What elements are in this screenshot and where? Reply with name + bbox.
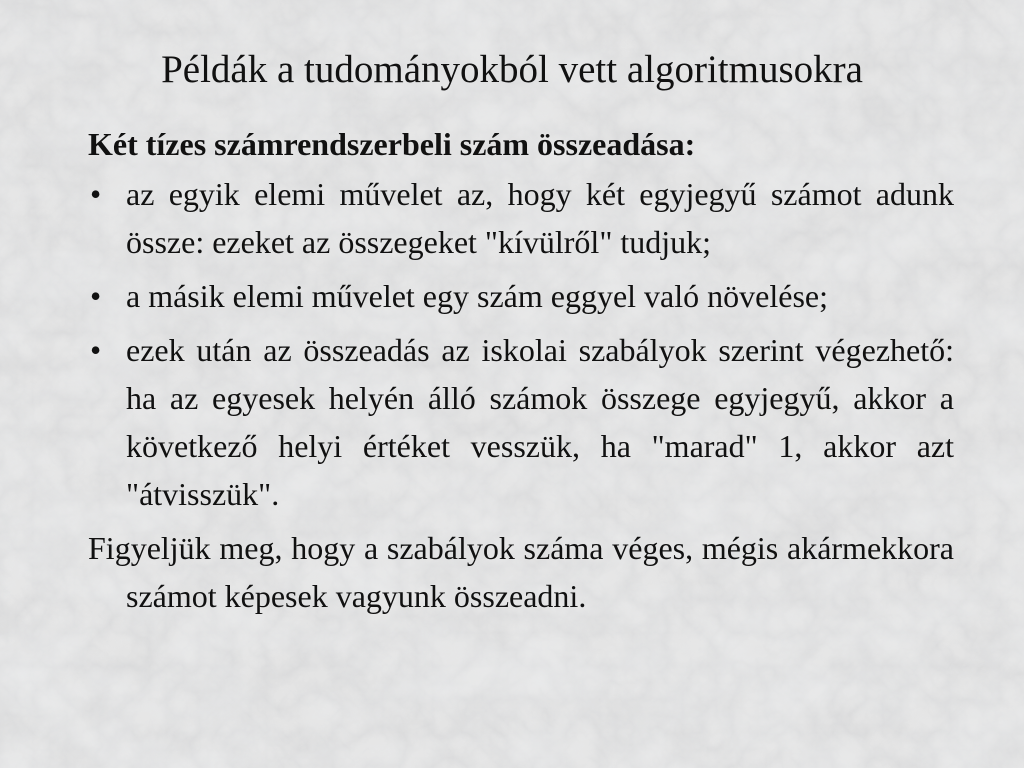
slide-content — [88, 124, 954, 620]
bullet-icon: • — [90, 176, 102, 212]
bullet-list — [88, 170, 954, 518]
bullet-icon: • — [90, 332, 102, 368]
bullet-text: az egyik elemi művelet az, hogy két egyjegyű számot adunk össze: ezeket az összegeket "kívülről" tudjuk; — [126, 176, 954, 260]
bullet-item — [88, 170, 954, 266]
bullet-item — [88, 326, 954, 518]
closing-paragraph: Figyeljük meg, hogy a szabályok száma véges, mégis akármekkora számot képesek vagyunk összeadni. — [88, 530, 954, 614]
slide-subtitle: Két tízes számrendszerbeli szám összeadása: — [88, 126, 696, 162]
slide-title: Példák a tudományokból vett algoritmusokra — [161, 48, 863, 91]
bullet-item — [88, 272, 954, 320]
bullet-text: a másik elemi művelet egy szám eggyel való növelése; — [126, 278, 828, 314]
bullet-icon: • — [90, 278, 102, 314]
bullet-text: ezek után az összeadás az iskolai szabályok szerint végezhető: ha az egyesek helyén álló számok összege egyjegyű, akkor a következő helyi értéket vesszük, ha "marad" 1, akkor azt "átvisszük". — [126, 332, 954, 512]
